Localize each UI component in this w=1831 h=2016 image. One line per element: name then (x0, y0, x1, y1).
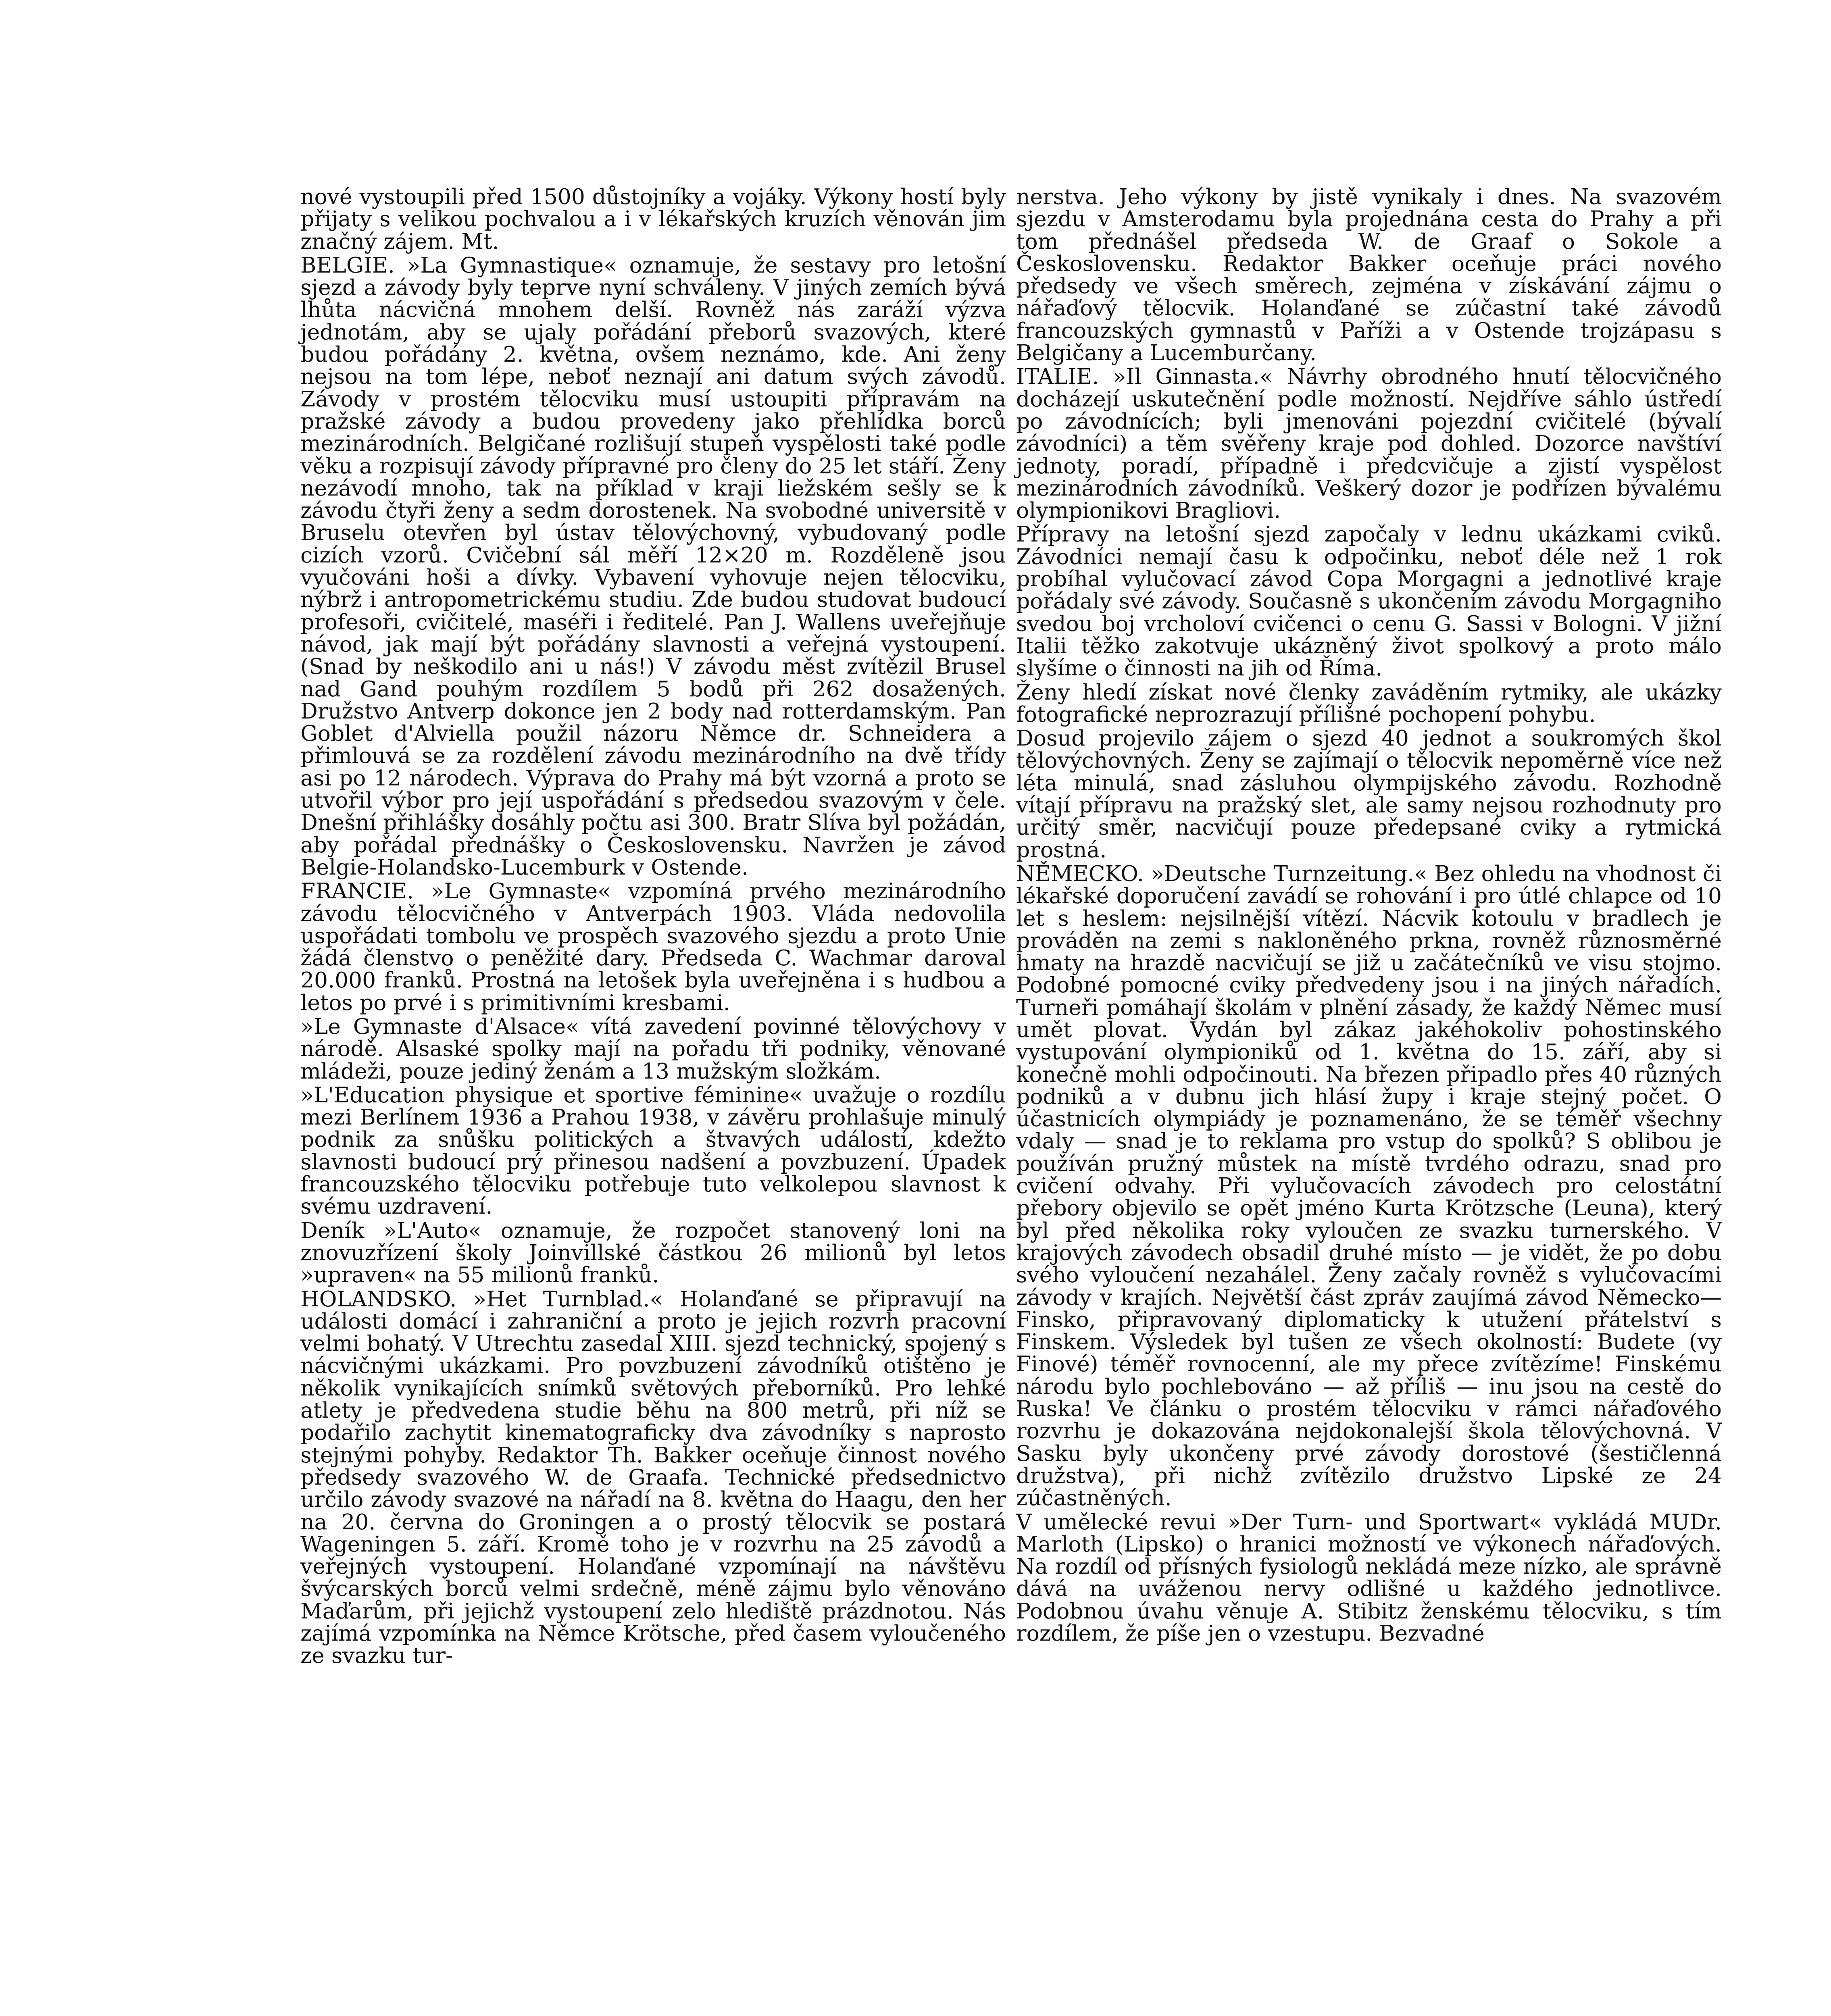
left-column (300, 185, 1006, 1667)
paragraph: V umělecké revui »Der Turn- und Sportwart« vykládá MUDr. Marloth (Lipsko) o hranici možností ve výkonech nářaďových. Na rozdíl od přísných fysiologů nekládá meze nízko, ale správně dává na uváženou nervy odlišné u každého jednotlivce. Podobnou úvahu věnuje A. Stibitz ženskému tělocviku, s tím rozdílem, že píše jen o vzestupu. Bezvadné (1016, 1509, 1722, 1646)
paragraph: NĚMECKO. »Deutsche Turnzeitung.« Bez ohledu na vhodnost či lékařské doporučení zavádí se rohování i pro útlé chlapce od 10 let s heslem: nejsilnější vítězí. Nácvik kotoulu v bradlech je prováděn na zemi s nakloněného prkna, rovněž různosměrné hmaty na hrazdě nacvičují se již u začátečníků ve visu stojmo. Podobné pomocné cviky předvedeny jsou i na jiných nářadích. Turneři pomáhají školám v plnění zásady, že každý Němec musí umět plovat. Vydán byl zákaz jakéhokoliv pohostinského vystupování olympioniků od 1. května do 15. září, aby si konečně mohli odpočinouti. Na březen připadlo přes 40 různých podniků a v dubnu jich hlásí župy i kraje stejný počet. O účastnicích olympiády je poznamenáno, že se téměř všechny vdaly — snad je to reklama pro vstup do spolků? S oblibou je používán pružný můstek na místě tvrdého odrazu, snad pro cvičení odvahy. Při vylučovacích závodech pro celostátní přebory objevilo se opět jméno Kurta Krötzsche (Leuna), který byl před několika roky vyloučen ze svazku turnerského. V krajových závodech obsadil druhé místo — je vidět, že po dobu svého vyloučení nezahálel. Ženy začaly rovněž s vylučovacími závody v krajích. Největší část zpráv zaujímá závod Německo—Finsko, připravovaný diplomaticky k utužení přátelství s Finskem. Výsledek byl tušen ze všech okolností: Budete (vy Finové) téměř rovnocenní, ale my přece zvítězíme! Finskému národu bylo pochlebováno — až příliš — inu jsou na cestě do Ruska! Ve článku o prostém tělocviku v rámci nářaďového rozvrhu je dokazována nejdokonalejší škola tělovýchovná. V Sasku byly ukončeny prvé závody dorostové (šestičlenná družstva), při nichž zvítězilo družstvo Lipské ze 24 zúčastněných. (1016, 860, 1722, 1511)
right-column (1016, 185, 1722, 1644)
paragraph: Deník »L'Auto« oznamuje, že rozpočet stanovený loni na znovuzřízení školy Joinvillské částkou 26 milionů byl letos »upraven« na 55 milionů franků. (300, 1217, 1006, 1288)
paragraph: BELGIE. »La Gymnastique« oznamuje, že sestavy pro letošní sjezd a závody byly teprve nyní schváleny. V jiných zemích bývá lhůta nácvičná mnohem delší. Rovněž nás zaráží výzva jednotám, aby se ujaly pořádání přeborů svazových, které budou pořádány 2. května, ovšem neznámo, kde. Ani ženy nejsou na tom lépe, neboť neznají ani datum svých závodů. Závody v prostém tělocviku musí ustoupiti přípravám na pražské závody a budou provedeny jako přehlídka borců mezinárodních. Belgičané rozlišují stupeň vyspělosti také podle věku a rozpisují závody přípravné pro členy do 25 let stáří. Ženy nezávodí mnoho, tak na příklad v kraji liežském sešly se k závodu čtyři ženy a sedm dorostenek. Na svobodné universitě v Bruselu otevřen byl ústav tělovýchovný, vybudovaný podle cizích vzorů. Cvičební sál měří 12×20 m. Rozděleně jsou vyučováni hoši a dívky. Vybavení vyhovuje nejen tělocviku, nýbrž i antropometrickému studiu. Zde budou studovat budoucí profesoři, cvičitelé, maséři i ředitelé. Pan J. Wallens uveřejňuje návod, jak mají být pořádány slavnosti a veřejná vystoupení. (Snad by neškodilo ani u nás!) V závodu měst zvítězil Brusel nad Gand pouhým rozdílem 5 bodů při 262 dosažených. Družstvo Antverp dokonce jen 2 body nad rotterdamským. Pan Goblet d'Alviella použil názoru Němce dr. Schneidera a přimlouvá se za rozdělení závodu mezinárodního na dvě třídy asi po 12 národech. Výprava do Prahy má být vzorná a proto se utvořil výbor pro její uspořádání s předsedou svazovým v čele. Dnešní přihlášky dosáhly počtu asi 300. Bratr Slíva byl požádán, aby pořádal přednášky o Československu. Navržen je závod Belgie-Holandsko-Lucemburk v Ostende. (300, 252, 1006, 880)
paragraph: »L'Education physique et sportive féminine« uvažuje o rozdílu mezi Berlínem 1936 a Prahou 1938, v závěru prohlašuje minulý podnik za snůšku politických a štvavých událostí, kdežto slavnosti budoucí prý přinesou nadšení a povzbuzení. Úpadek francouzského tělocviku potřebuje tuto velkolepou slavnost k svému uzdravení. (300, 1082, 1006, 1219)
paragraph: »Le Gymnaste d'Alsace« vítá zavedení povinné tělovýchovy v národě. Alsaské spolky mají na pořadu tři podniky, věnované mládeži, pouze jediný ženám a 13 mužským složkám. (300, 1013, 1006, 1084)
paragraph: nové vystoupili před 1500 důstojníky a vojáky. Výkony hostí byly přijaty s velikou pochvalou a i v lékařských kruzích věnován jim značný zájem. Mt. (300, 184, 1006, 254)
paragraph: Ženy hledí získat nové členky zaváděním rytmiky, ale ukázky fotografické neprozrazují přílišné pochopení pohybu. (1016, 679, 1722, 727)
paragraph: Přípravy na letošní sjezd započaly v lednu ukázkami cviků. Závodníci nemají času k odpočinku, neboť déle než 1 rok probíhal vylučovací závod Copa Morgagni a jednotlivé kraje pořádaly své závody. Současně s ukončením závodu Morgagniho svedou boj vrcholoví cvičenci o cenu G. Sassi v Bologni. V jižní Italii těžko zakotvuje ukázněný život spolkový a proto málo slyšíme o činnosti na jih od Říma. (1016, 521, 1722, 681)
paragraph: FRANCIE. »Le Gymnaste« vzpomíná prvého mezinárodního závodu tělocvičného v Antverpách 1903. Vláda nedovolila uspořádati tombolu ve prospěch svazového sjezdu a proto Unie žádá členstvo o peněžité dary. Předseda C. Wachmar daroval 20.000 franků. Prostná na letošek byla uveřejněna i s hudbou a letos po prvé i s primitivními kresbami. (300, 878, 1006, 1015)
paragraph: ITALIE. »Il Ginnasta.« Návrhy obrodného hnutí tělocvičného docházejí uskutečnění podle možností. Nejdříve sáhlo ústředí po závodnících; byli jmenováni pojezdní cvičitelé (bývalí závodníci) a těm svěřeny kraje pod dohled. Dozorce navštíví jednoty, poradí, případně i předcvičuje a zjistí vyspělost mezinárodních závodníků. Veškerý dozor je podřízen bývalému olympionikovi Bragliovi. (1016, 364, 1722, 523)
paragraph: Dosud projevilo zájem o sjezd 40 jednot a soukromých škol tělovýchovných. Ženy se zajímají o tělocvik nepoměrně více než léta minulá, snad zásluhou olympijského závodu. Rozhodně vítají přípravu na pražský slet, ale samy nejsou rozhodnuty pro určitý směr, nacvičují pouze předepsané cviky a rytmická prostná. (1016, 725, 1722, 862)
paragraph: nerstva. Jeho výkony by jistě vynikaly i dnes. Na svazovém sjezdu v Amsterodamu byla projednána cesta do Prahy a při tom přednášel předseda W. de Graaf o Sokole a Československu. Redaktor Bakker oceňuje práci nového předsedy ve všech směrech, zejména v získávání zájmu o nářaďový tělocvik. Holanďané se zúčastní také závodů francouzských gymnastů v Paříži a v Ostende trojzápasu s Belgičany a Lucemburčany. (1016, 184, 1722, 366)
paragraph: HOLANDSKO. »Het Turnblad.« Holanďané se připravují na události domácí i zahraniční a proto je jejich rozvrh pracovní velmi bohatý. V Utrechtu zasedal XIII. sjezd technický, spojený s nácvičnými ukázkami. Pro povzbuzení závodníků otištěno je několik vynikajících snímků světových přeborníků. Pro lehké atlety je předvedena studie běhu na 800 metrů, při níž se podařilo zachytit kinematograficky dva závodníky s naprosto stejnými pohyby. Redaktor Th. Bakker oceňuje činnost nového předsedy svazového W. de Graafa. Technické předsednictvo určilo závody svazové na nářadí na 8. května do Haagu, den her na 20. června do Groningen a o prostý tělocvik se postará Wageningen 5. září. Kromě toho je v rozvrhu na 25 závodů a veřejných vystoupení. Holanďané vzpomínají na návštěvu švýcarských borců velmi srdečně, méně zájmu bylo věnováno Maďarům, při jejichž vystoupení zelo hlediště prázdnotou. Nás zajímá vzpomínka na Němce Krötsche, před časem vyloučeného ze svazku tur- (300, 1286, 1006, 1668)
